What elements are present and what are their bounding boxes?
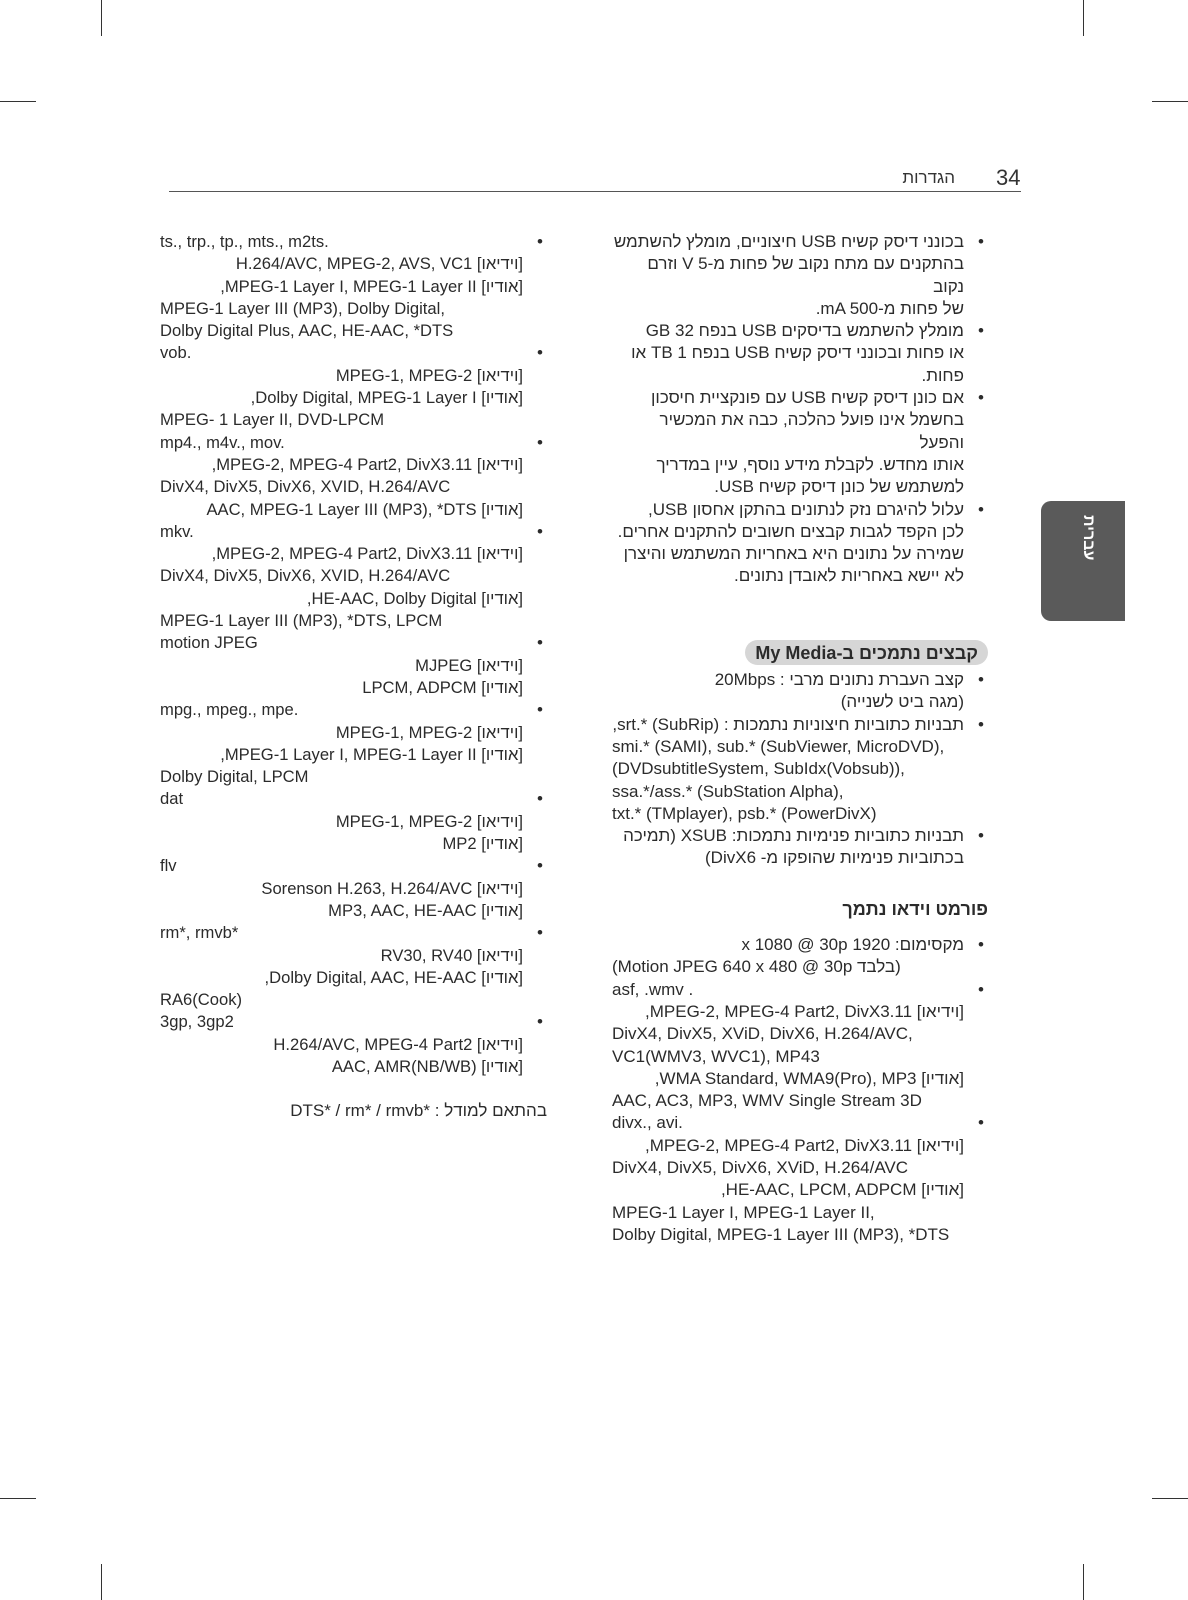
bullet-icon: •: [978, 321, 984, 341]
text-line: mp4., m4v., mov.: [160, 432, 285, 452]
text-line: [אודיו] MP2: [442, 834, 523, 854]
text-line: [אודיו] LPCM, ADPCM: [362, 677, 523, 697]
text-line: rm*, rmvb*: [160, 923, 239, 943]
text-line: קצב העברת נתונים מרבי : 20Mbps: [714, 670, 964, 690]
text-line: (מגה ביט לשנייה): [840, 692, 964, 712]
list-item: [612, 825, 988, 870]
text-line: מקסימום: 1920 x 1080 @ 30p: [741, 935, 964, 955]
text-line: motion JPEG: [160, 633, 258, 653]
text-line: [וידיאו] MPEG-2, MPEG-4 Part2, DivX3.11,: [211, 544, 523, 564]
list-item: [612, 669, 988, 714]
bullet-icon: •: [978, 714, 984, 734]
crop-mark: [0, 1498, 36, 1499]
supported-files-list: [612, 669, 988, 870]
text-line: [אודיו] HE-AAC, LPCM, ADPCM,: [720, 1180, 964, 1200]
text-line: DivX4, DivX5, DivX6, XVID, H.264/AVC: [160, 477, 451, 497]
text-line: divx., avi.: [612, 1113, 683, 1133]
list-item: [160, 632, 547, 699]
text-line: מומלץ להשתמש בדיסקים USB בנפח GB 32: [645, 321, 964, 341]
crop-mark: [1152, 101, 1188, 102]
list-item: [612, 1112, 988, 1246]
bullet-icon: •: [537, 343, 543, 363]
list-item: [160, 855, 547, 922]
bullet-icon: •: [978, 979, 984, 999]
right-column: [612, 231, 988, 1246]
list-item: [612, 387, 988, 498]
list-item: [612, 714, 988, 825]
text-line: בכונני דיסק קשיח USB חיצוניים, מומלץ להשתמש: [613, 232, 964, 251]
text-line: (Motion JPEG 640 x 480 @ 30p בלבד): [612, 957, 901, 977]
text-line: AAC, AC3, MP3, WMV Single Stream 3D: [612, 1091, 922, 1111]
text-line: של פחות מ-mA 500.: [815, 298, 964, 318]
text-line: [אודיו] AAC, AMR(NB/WB): [331, 1056, 523, 1076]
text-line: ssa.*/ass.* (SubStation Alpha),: [612, 781, 844, 801]
text-line: DivX4, DivX5, XViD, DivX6, H.264/AVC,: [612, 1024, 913, 1044]
bullet-icon: •: [537, 521, 543, 541]
text-line: לא יישא באחריות לאובדן נתונים.: [733, 566, 964, 586]
text-line: flv: [160, 856, 177, 876]
list-item: [160, 432, 547, 521]
text-line: [וידיאו] H.264/AVC, MPEG-2, AVS, VC1: [235, 254, 523, 274]
bullet-icon: •: [537, 700, 543, 720]
text-line: DivX4, DivX5, DivX6, XViD, H.264/AVC: [612, 1157, 909, 1177]
list-item: [160, 231, 547, 342]
text-line: [וידיאו] MPEG-2, MPEG-4 Part2, DivX3.11,: [211, 454, 523, 474]
list-item: [612, 499, 988, 588]
bullet-icon: •: [537, 1012, 543, 1032]
text-line: למשתמש של כונן דיסק קשיח USB.: [714, 477, 964, 497]
bullet-icon: •: [537, 923, 543, 943]
language-side-tab: [1041, 501, 1125, 621]
text-line: MPEG- 1 Layer II, DVD-LPCM: [160, 410, 385, 430]
text-line: mkv.: [160, 521, 194, 541]
text-line: תבניות כתוביות פנימיות נתמכות: XSUB (תמיכה: [623, 826, 964, 846]
text-line: [וידיאו] MJPEG: [415, 655, 523, 675]
text-line: [אודיו] Dolby Digital, MPEG-1 Layer I,: [250, 388, 523, 408]
bullet-icon: •: [978, 499, 984, 519]
text-line: [אודיו] MP3, AAC, HE-AAC: [328, 900, 523, 920]
text-line: פחות.: [921, 365, 964, 385]
text-line: [אודיו] MPEG-1 Layer I, MPEG-1 Layer II,: [220, 276, 523, 296]
text-line: אותו מחדש. לקבלת מידע נוסף, עיין במדריך: [656, 454, 964, 474]
text-line: בכתוביות פנימיות שהופקו מ- DivX6): [705, 848, 964, 868]
left-column: [160, 231, 547, 1123]
list-item: [612, 320, 988, 387]
supported-files-heading: קבצים נתמכים ב-My Media: [745, 640, 988, 665]
bullet-icon: •: [537, 633, 543, 653]
text-line: Dolby Digital, LPCM: [160, 767, 309, 787]
crop-mark: [0, 101, 36, 102]
bullet-icon: •: [537, 856, 543, 876]
text-line: או פחות ובכונני דיסק קשיח USB בנפח TB 1 או: [631, 343, 964, 363]
text-line: DivX4, DivX5, DivX6, XVID, H.264/AVC: [160, 566, 451, 586]
text-line: בהתקנים עם מתח נקוב של פחות מ-V 5 וזרם נקוב: [647, 254, 964, 296]
text-line: VC1(WMV3, WVC1), MP43: [612, 1046, 820, 1066]
crop-mark: [1083, 0, 1084, 36]
bullet-icon: •: [537, 789, 543, 809]
text-line: 3gp, 3gp2: [160, 1012, 234, 1032]
text-line: RA6(Cook): [160, 990, 243, 1010]
bullet-icon: •: [978, 935, 984, 955]
text-line: [אודיו] HE-AAC, Dolby Digital,: [306, 588, 523, 608]
text-line: MPEG-1 Layer III (MP3), Dolby Digital,: [160, 298, 445, 318]
text-line: smi.* (SAMI), sub.* (SubViewer, MicroDVD),: [612, 736, 945, 756]
video-format-heading: פורמט וידאו נתמך: [842, 898, 988, 919]
text-line: בחשמל אינו פועל כהלכה, כבה את המכשיר והפעל: [659, 410, 964, 452]
text-line: Dolby Digital Plus, AAC, HE-AAC, *DTS: [160, 321, 454, 341]
text-line: MPEG-1 Layer III (MP3), *DTS, LPCM: [160, 611, 443, 631]
text-line: [אודיו] MPEG-1 Layer I, MPEG-1 Layer II,: [220, 744, 523, 764]
text-line: אם כונן דיסק קשיח USB עם פונקציית חיסכון: [651, 388, 964, 408]
list-item: [160, 342, 547, 431]
bullet-icon: •: [537, 432, 543, 452]
text-line: vob.: [160, 343, 192, 363]
crop-mark: [1152, 1498, 1188, 1499]
text-line: [וידיאו] H.264/AVC, MPEG-4 Part2: [273, 1034, 523, 1054]
bullet-icon: •: [978, 670, 984, 690]
text-line: לכן הקפד לגבות קבצים חשובים להתקנים אחרים.: [617, 521, 964, 541]
language-tab-label: עברית: [1080, 515, 1097, 561]
text-line: [וידיאו] Sorenson H.263, H.264/AVC: [261, 878, 523, 898]
crop-mark: [101, 1564, 102, 1600]
text-line: [וידיאו] MPEG-2, MPEG-4 Part2, DivX3.11,: [645, 1135, 964, 1155]
text-line: dat: [160, 789, 184, 809]
text-line: [וידיאו] MPEG-1, MPEG-2: [335, 365, 523, 385]
text-line: [וידיאו] MPEG-1, MPEG-2: [335, 811, 523, 831]
header-divider: [169, 191, 1021, 192]
container-format-list: [160, 231, 547, 1078]
text-line: [וידיאו] MPEG-1, MPEG-2: [335, 722, 523, 742]
text-line: תבניות כתוביות חיצוניות נתמכות : srt.* (SubRip),: [612, 714, 964, 734]
bullet-icon: •: [978, 826, 984, 846]
list-item: [160, 788, 547, 855]
text-line: asf, .wmv .: [612, 979, 694, 999]
crop-mark: [101, 0, 102, 36]
text-line: MPEG-1 Layer I, MPEG-1 Layer II,: [612, 1202, 875, 1222]
text-line: Dolby Digital, MPEG-1 Layer III (MP3), *DTS: [612, 1224, 950, 1244]
list-item: [160, 521, 547, 632]
bullet-icon: •: [978, 232, 984, 251]
text-line: [וידיאו] RV30, RV40: [380, 945, 523, 965]
text-line: txt.* (TMplayer), psb.* (PowerDivX): [612, 803, 877, 823]
crop-mark: [1083, 1564, 1084, 1600]
bullet-icon: •: [978, 388, 984, 408]
text-line: ts., trp., tp., mts., m2ts.: [160, 232, 329, 251]
text-line: [וידיאו] MPEG-2, MPEG-4 Part2, DivX3.11,: [645, 1001, 964, 1021]
text-line: [אודיו] WMA Standard, WMA9(Pro), MP3,: [654, 1068, 964, 1088]
bullet-icon: •: [537, 232, 543, 251]
video-format-list: [612, 934, 988, 1246]
page-number: 34: [996, 165, 1021, 190]
text-line: עלול להיגרם נזק לנתונים בהתקן אחסון USB,: [648, 499, 964, 519]
text-line: mpg., mpeg., mpe.: [160, 700, 299, 720]
page-title: הגדרות: [902, 168, 955, 187]
usb-notes-list: [612, 231, 988, 588]
text-line: (DVDsubtitleSystem, SubIdx(Vobsub)),: [612, 759, 905, 779]
list-item: [160, 699, 547, 788]
footnote: [128, 1100, 547, 1122]
text-line: [אודיו] AAC, MPEG-1 Layer III (MP3), *DTS: [206, 499, 523, 519]
bullet-icon: •: [978, 1113, 984, 1133]
list-item: [612, 231, 988, 320]
footnote-text: DTS* / rm* / rmvb* : בהתאם למודל: [290, 1101, 547, 1121]
text-line: [אודיו] Dolby Digital, AAC, HE-AAC,: [264, 967, 523, 987]
list-item: [160, 922, 547, 1011]
list-item: [612, 934, 988, 979]
text-line: שמירה על נתונים היא באחריות המשתמש והיצרן: [623, 544, 964, 564]
list-item: [160, 1011, 547, 1078]
list-item: [612, 979, 988, 1113]
